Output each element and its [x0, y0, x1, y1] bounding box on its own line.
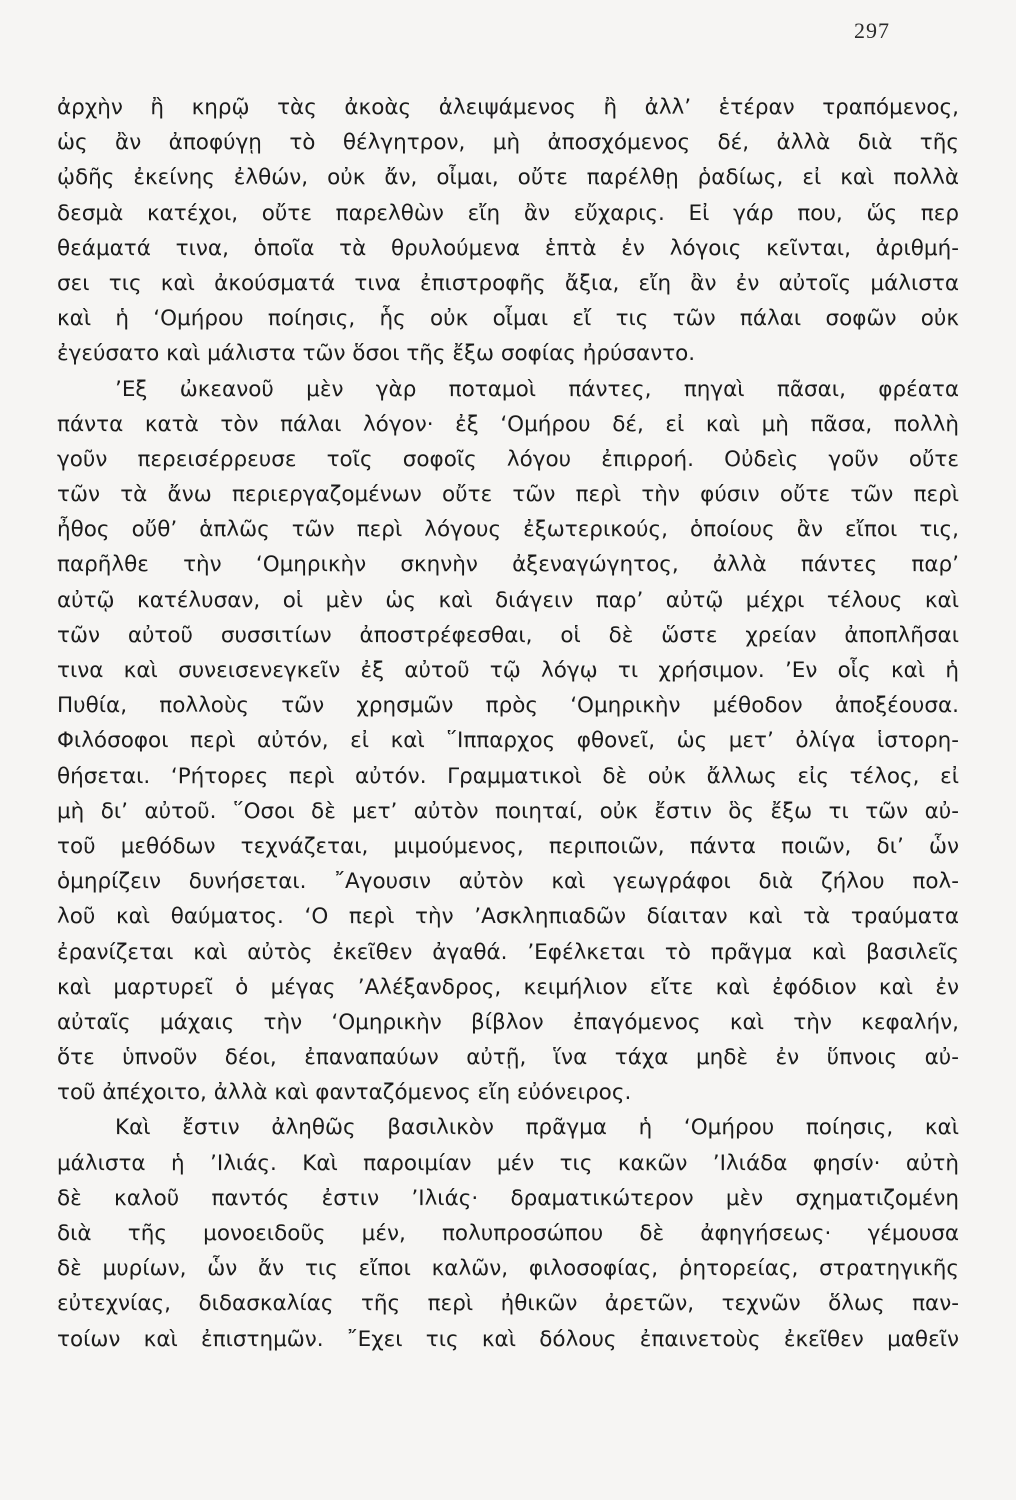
text-line: τοίων καὶ ἐπιστημῶν. ῎Εχει τις καὶ δόλους ἐπαινετοὺς ἐκεῖθεν μαθεῖν	[57, 1326, 959, 1352]
text-line: ’Εξ ὠκεανοῦ μὲν γὰρ ποταμοὶ πάντες, πηγαὶ πᾶσαι, φρέατα	[115, 376, 959, 402]
text-line: καὶ μαρτυρεῖ ὁ μέγας ’Αλέξανδρος, κειμήλιον εἴτε καὶ ἐφόδιον καὶ ἐν	[57, 974, 959, 1000]
text-line: γοῦν περεισέρρευσε τοῖς σοφοῖς λόγου ἐπιρροή. Οὐδεὶς γοῦν οὔτε	[57, 446, 959, 472]
text-line: ὁμηρίζειν δυνήσεται. ῎Αγουσιν αὐτὸν καὶ γεωγράφοι διὰ ζήλου πολ-	[57, 869, 959, 895]
page-number: 297	[854, 18, 890, 43]
text-line: τοῦ μεθόδων τεχνάζεται, μιμούμενος, περιποιῶν, πάντα ποιῶν, δι’ ὧν	[57, 833, 959, 859]
text-line: παρῆλθε τὴν ‘Ομηρικὴν σκηνὴν ἀξεναγώγητος, ἀλλὰ πάντες παρ’	[57, 552, 959, 578]
text-line: ἐγεύσατο καὶ μάλιστα τῶν ὅσοι τῆς ἔξω σοφίας ἠρύσαντο.	[57, 341, 696, 367]
text-line: Πυθία, πολλοὺς τῶν χρησμῶν πρὸς ‘Ομηρικὴν μέθοδον ἀποξέουσα.	[57, 693, 959, 719]
text-line: μὴ δι’ αὐτοῦ. ῞Οσοι δὲ μετ’ αὐτὸν ποιηταί, οὐκ ἔστιν ὃς ἔξω τι τῶν αὐ-	[57, 798, 959, 824]
text-line: μάλιστα ἡ ’Ιλιάς. Καὶ παροιμίαν μέν τις κακῶν ’Ιλιάδα φησίν· αὐτὴ	[57, 1150, 959, 1176]
text-line: ὡς ἂν ἀποφύγῃ τὸ θέλγητρον, μὴ ἀποσχόμενος δέ, ἀλλὰ διὰ τῆς	[57, 130, 959, 156]
text-line: καὶ ἡ ‘Ομήρου ποίησις, ἧς οὐκ οἶμαι εἴ τις τῶν πάλαι σοφῶν οὐκ	[57, 306, 959, 332]
text-line: ἀρχὴν ἢ κηρῷ τὰς ἀκοὰς ἀλειψάμενος ἢ ἀλλ’ ἑτέραν τραπόμενος,	[57, 95, 959, 120]
body-text	[57, 90, 959, 1357]
text-line: δὲ μυρίων, ὧν ἄν τις εἴποι καλῶν, φιλοσοφίας, ῥητορείας, στρατηγικῆς	[57, 1256, 959, 1282]
text-line: ἦθος οὔθ’ ἁπλῶς τῶν περὶ λόγους ἐξωτερικούς, ὁποίους ἂν εἴποι τις,	[57, 517, 959, 543]
text-line: εὐτεχνίας, διδασκαλίας τῆς περὶ ἠθικῶν ἀρετῶν, τεχνῶν ὅλως παν-	[57, 1291, 959, 1317]
text-line: ἐρανίζεται καὶ αὐτὸς ἐκεῖθεν ἀγαθά. ’Εφέλκεται τὸ πρᾶγμα καὶ βασιλεῖς	[57, 939, 959, 965]
text-line: αὐτῷ κατέλυσαν, οἱ μὲν ὡς καὶ διάγειν παρ’ αὐτῷ μέχρι τέλους καὶ	[57, 587, 959, 613]
text-line: σει τις καὶ ἀκούσματά τινα ἐπιστροφῆς ἄξια, εἴη ἂν ἐν αὐτοῖς μάλιστα	[57, 270, 959, 296]
text-line: Φιλόσοφοι περὶ αὐτόν, εἰ καὶ ῞Ιππαρχος φθονεῖ, ὡς μετ’ ὀλίγα ἱστορη-	[57, 728, 959, 754]
text-line: αὐταῖς μάχαις τὴν ‘Ομηρικὴν βίβλον ἐπαγόμενος καὶ τὴν κεφαλήν,	[57, 1009, 959, 1035]
text-line: ὅτε ὑπνοῦν δέοι, ἐπαναπαύων αὐτῇ, ἵνα τάχα μηδὲ ἐν ὕπνοις αὐ-	[57, 1045, 959, 1071]
text-line: θεάματά τινα, ὁποῖα τὰ θρυλούμενα ἑπτὰ ἐν λόγοις κεῖνται, ἀριθμή-	[57, 235, 959, 261]
text-line: διὰ τῆς μονοειδοῦς μέν, πολυπροσώπου δὲ ἀφηγήσεως· γέμουσα	[57, 1221, 959, 1246]
text-line: πάντα κατὰ τὸν πάλαι λόγον· ἐξ ‘Ομήρου δέ, εἰ καὶ μὴ πᾶσα, πολλὴ	[57, 411, 959, 437]
text-line: τινα καὶ συνεισενεγκεῖν ἐξ αὐτοῦ τῷ λόγῳ τι χρήσιμον. ’Εν οἷς καὶ ἡ	[57, 658, 959, 683]
text-line: Καὶ ἔστιν ἀληθῶς βασιλικὸν πρᾶγμα ἡ ‘Ομήρου ποίησις, καὶ	[115, 1115, 959, 1141]
text-line: θήσεται. ‘Ρήτορες περὶ αὐτόν. Γραμματικοὶ δὲ οὐκ ἄλλως εἰς τέλος, εἰ	[57, 763, 959, 789]
text-line: τοῦ ἀπέχοιτο, ἀλλὰ καὶ φανταζόμενος εἴη εὐόνειρος.	[57, 1080, 632, 1106]
text-line: δὲ καλοῦ παντός ἐστιν ’Ιλιάς· δραματικώτερον μὲν σχηματιζομένη	[57, 1185, 959, 1211]
text-line: τῶν αὐτοῦ συσσιτίων ἀποστρέφεσθαι, οἱ δὲ ὥστε χρείαν ἀποπλῆσαι	[57, 622, 959, 648]
text-line: ᾠδῆς ἐκείνης ἐλθών, οὐκ ἄν, οἶμαι, οὔτε παρέλθῃ ῥαδίως, εἰ καὶ πολλὰ	[57, 165, 959, 191]
text-line: τῶν τὰ ἄνω περιεργαζομένων οὔτε τῶν περὶ τὴν φύσιν οὔτε τῶν περὶ	[57, 482, 959, 508]
text-line: λοῦ καὶ θαύματος. ‘Ο περὶ τὴν ’Ασκληπιαδῶν δίαιταν καὶ τὰ τραύματα	[57, 904, 959, 930]
text-line: δεσμὰ κατέχοι, οὔτε παρελθὼν εἴη ἂν εὔχαρις. Εἰ γάρ που, ὥς περ	[57, 200, 959, 226]
